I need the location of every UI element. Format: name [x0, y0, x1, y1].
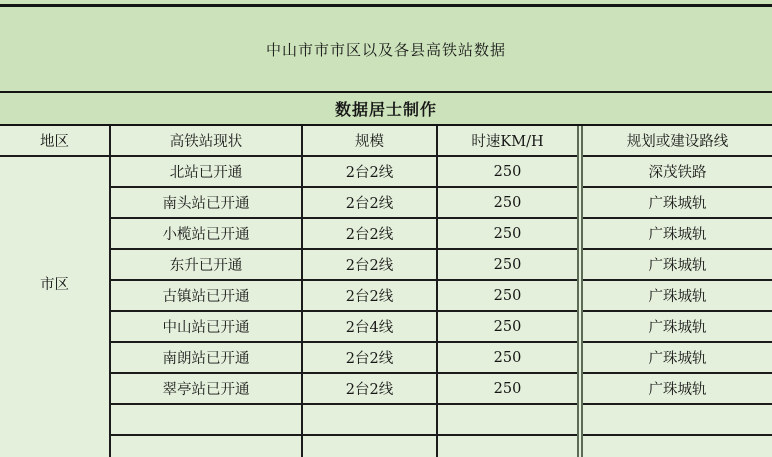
line-cell: 广珠城轨 [580, 187, 772, 218]
scale-cell: 2台2线 [302, 280, 437, 311]
column-header-station-status: 高铁站现状 [110, 126, 302, 156]
scale-cell: 2台2线 [302, 373, 437, 404]
station-cell: 小榄站已开通 [110, 218, 302, 249]
table-row [0, 218, 772, 249]
table-row [0, 342, 772, 373]
speed-cell: 250 [437, 373, 580, 404]
speed-cell: 250 [437, 280, 580, 311]
table-row [0, 373, 772, 404]
station-cell: 古镇站已开通 [110, 280, 302, 311]
scale-cell: 2台4线 [302, 311, 437, 342]
table-subtitle: 数据居士制作 [0, 93, 772, 126]
line-cell: 广珠城轨 [580, 249, 772, 280]
column-header-planned-line: 规划或建设路线 [580, 126, 772, 156]
scale-cell: 2台2线 [302, 218, 437, 249]
region-merged-cell: 市区 [0, 156, 110, 457]
header-row [0, 126, 772, 156]
speed-cell [437, 404, 580, 435]
table-row [0, 187, 772, 218]
scale-cell [302, 435, 437, 457]
table-row [0, 280, 772, 311]
column-header-region: 地区 [0, 126, 110, 156]
table-row [0, 435, 772, 457]
speed-cell: 250 [437, 342, 580, 373]
line-cell [580, 404, 772, 435]
line-cell: 深茂铁路 [580, 156, 772, 187]
column-header-speed: 时速KM/H [437, 126, 580, 156]
station-cell [110, 404, 302, 435]
station-cell [110, 435, 302, 457]
line-cell: 广珠城轨 [580, 280, 772, 311]
station-cell: 南头站已开通 [110, 187, 302, 218]
scale-cell [302, 404, 437, 435]
scale-cell: 2台2线 [302, 249, 437, 280]
station-cell: 中山站已开通 [110, 311, 302, 342]
line-cell: 广珠城轨 [580, 311, 772, 342]
top-border-strip [0, 0, 772, 7]
line-cell [580, 435, 772, 457]
table-title: 中山市市市区以及各县高铁站数据 [0, 7, 772, 93]
line-cell: 广珠城轨 [580, 218, 772, 249]
scale-cell: 2台2线 [302, 187, 437, 218]
station-cell: 南朗站已开通 [110, 342, 302, 373]
speed-cell: 250 [437, 156, 580, 187]
speed-cell: 250 [437, 311, 580, 342]
table-row [0, 249, 772, 280]
speed-cell: 250 [437, 249, 580, 280]
column-header-scale: 规模 [302, 126, 437, 156]
station-cell: 东升已开通 [110, 249, 302, 280]
scale-cell: 2台2线 [302, 342, 437, 373]
table-row [0, 311, 772, 342]
line-cell: 广珠城轨 [580, 373, 772, 404]
station-cell: 北站已开通 [110, 156, 302, 187]
speed-cell: 250 [437, 218, 580, 249]
rail-stations-table [0, 126, 772, 457]
table-row [0, 156, 772, 187]
scale-cell: 2台2线 [302, 156, 437, 187]
line-cell: 广珠城轨 [580, 342, 772, 373]
station-cell: 翠亭站已开通 [110, 373, 302, 404]
speed-cell [437, 435, 580, 457]
speed-cell: 250 [437, 187, 580, 218]
table-row [0, 404, 772, 435]
